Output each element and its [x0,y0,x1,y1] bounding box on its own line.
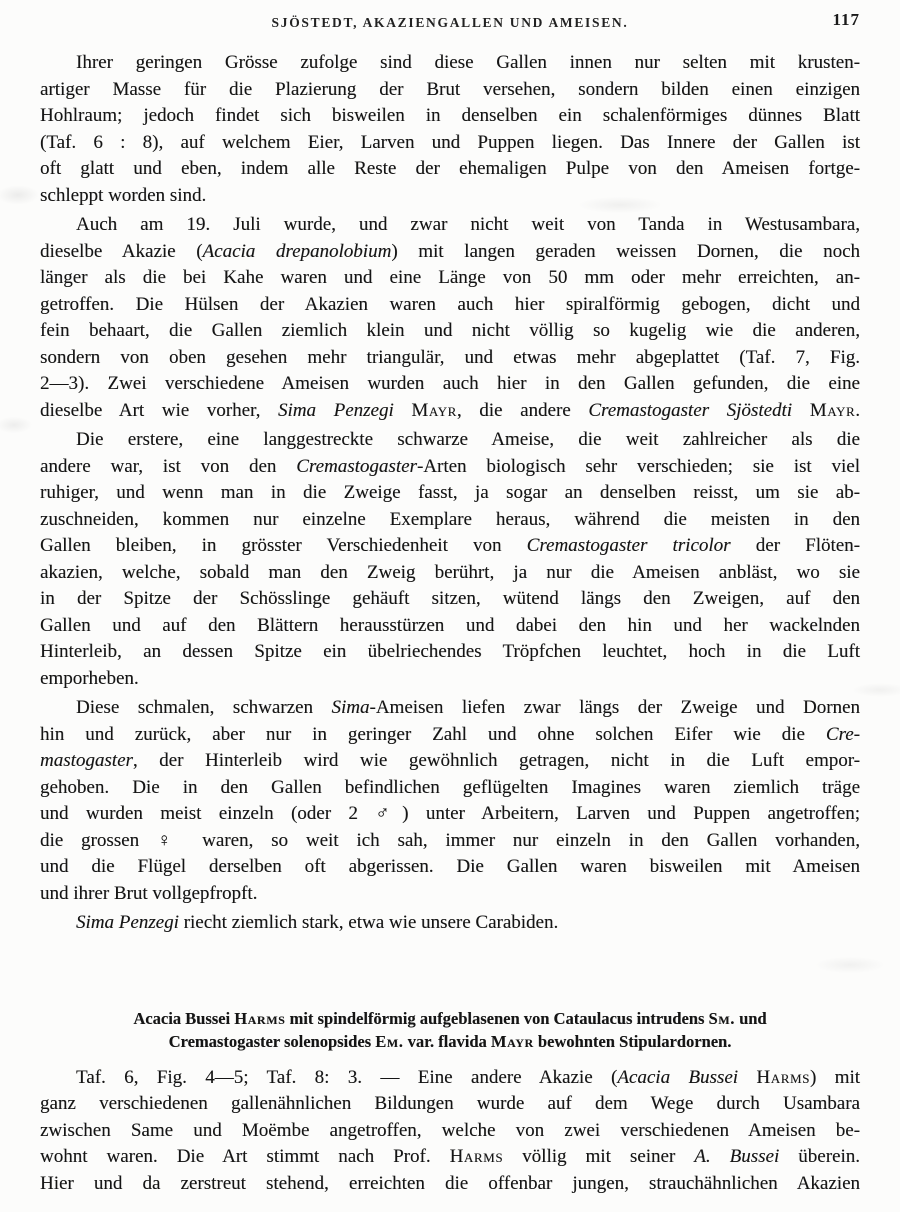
text-run: Sima [331,697,370,718]
text-line [40,398,860,425]
text-line [40,156,860,183]
text-line [40,507,860,534]
text-run: Hier und da zerstreut stehend, erreichten die offenbar jungen, strauchähnlichen Akazien [40,1172,860,1194]
text-run: A. Bussei [694,1146,780,1167]
text-run: und die Flügel derselben oft abgerissen. Die Gallen waren bisweilen mit Ameisen [40,856,860,877]
text-run: Harms [756,1066,810,1088]
text-run: 2—3). Zwei verschiedene Ameisen wurden auch hier in den Gallen gefunden, die eine [40,373,860,394]
text-run: Auch am 19. Juli wurde, und zwar nicht weit von Tanda in Westusambara, [76,214,860,235]
page-body [40,50,860,1197]
text-run: Acacia drepanolobium [202,240,392,262]
text-line [40,103,860,130]
text-line [40,854,860,881]
text-line [40,77,860,104]
running-header [40,10,860,32]
text-run: , die andere [456,399,589,421]
text-run: Mayr [809,399,856,421]
text-run [394,400,412,421]
text-run: länger als die bei Kahe waren und eine Länge von 50 mm oder mehr erreichten, an- [40,267,860,288]
text-run: ) mit langen geraden weissen Dornen, die noch [391,240,861,262]
text-run: mastogaster [40,750,133,771]
text-run: Sima Penzegi [76,912,179,933]
text-run: Acacia Bussei [133,1008,235,1028]
text-line [40,560,860,587]
text-line [40,1118,860,1145]
text-run: Hinterleib, an dessen Spitze ein übelriechendes Tröpfchen leuchtet, hoch in die Luft [40,641,860,662]
text-line [40,881,860,908]
text-run: zuschneiden, kommen nur einzelne Exemplare heraus, während die meisten in den [40,508,860,530]
text-run: Die erstere, eine langgestreckte schwarze Ameise, die weit zahlreicher als die [76,429,860,450]
text-run: Ihrer geringen Grösse zufolge sind diese Gallen innen nur selten mit krusten- [76,52,860,73]
paragraph [40,427,860,692]
text-run: dieselbe Art wie vorher, [40,399,278,421]
text-run: Hohlraum; jedoch findet sich bisweilen in denselben ein schalenförmiges dünnes Blatt [40,105,860,126]
text-run: Em. [375,1031,404,1051]
text-run: völlig mit seiner [503,1146,695,1167]
text-run: fein behaart, die Gallen ziemlich klein und nicht völlig so kugelig wie die anderen, [40,320,860,341]
text-line [40,801,860,828]
text-run [792,400,810,421]
text-run: Sima Penzegi [277,399,394,421]
text-run: bewohnten Stipulardornen. [533,1031,732,1051]
text-line [40,239,860,266]
text-line [40,533,860,560]
text-line [40,427,860,454]
page-number: 117 [832,10,860,29]
paragraph [40,695,860,907]
text-run: -Ameisen liefen zwar längs der Zweige und Dornen [369,697,860,718]
text-line [40,828,860,855]
text-run: hin und zurück, aber nur in geringer Zahl und ohne solchen Eifer wie die [40,723,826,745]
text-run: Cremastogaster Sjöstedti [588,399,793,421]
text-line [40,1030,860,1053]
text-run: andere war, ist von den [40,455,297,477]
text-run: Harms [449,1146,504,1167]
text-line [40,318,860,345]
text-run: und [734,1008,767,1028]
text-line [40,1065,860,1092]
text-run: und ihrer Brut vollgepfropft. [40,882,258,904]
paragraph [40,1065,860,1198]
text-run: Mayr [490,1031,534,1051]
text-line [40,130,860,157]
text-run: gehoben. Die in den Gallen befindlichen geflügelten Imagines waren ziemlich träge [40,776,860,798]
text-line [40,1144,860,1171]
text-line [40,265,860,292]
text-line [40,613,860,640]
paragraph [40,50,860,209]
text-run: artiger Masse für die Plazierung der Brut versehen, sondern bilden einen einzigen [40,78,860,100]
text-run: schleppt worden sind. [40,184,207,206]
text-line [40,695,860,722]
text-run: ganz verschiedenen gallenähnlichen Bildungen wurde auf dem Wege durch Usambara [40,1093,860,1114]
text-line [40,775,860,802]
section-heading [40,1007,860,1053]
text-line [40,292,860,319]
text-run: die grossen ♀ waren, so weit ich sah, immer nur einzeln in den Gallen vorhanden, [40,829,860,851]
text-line [40,1091,860,1118]
text-run: (Taf. 6 : 8), auf welchem Eier, Larven und Puppen liegen. Das Innere der Gallen ist [40,131,860,153]
text-run: der Flöten- [730,535,861,556]
text-run: Mayr [411,399,457,421]
text-line [40,639,860,666]
text-line [40,748,860,775]
text-line [40,454,860,481]
text-run: Acacia Bussei [617,1066,739,1088]
text-run: oft glatt und eben, indem alle Reste der ehemaligen Pulpe von den Ameisen fortge- [40,158,860,179]
text-line [40,480,860,507]
text-line [40,1007,860,1030]
text-run: akazien, welche, sobald man den Zweig berührt, ja nur die Ameisen anbläst, wo sie [40,561,860,583]
text-run: Cre- [825,723,860,745]
text-run: riecht ziemlich stark, etwa wie unsere Carabiden. [178,912,559,933]
paragraph [40,910,860,937]
text-run: Cremastogaster solenopsides [168,1031,376,1051]
text-run: Gallen bleiben, in grösster Verschiedenheit von [40,535,527,556]
text-run: Gallen und auf den Blättern herausstürzen und dabei den hin und her wackelnden [40,614,860,636]
text-run: var. flavida [403,1031,491,1051]
paragraph [40,212,860,424]
text-run: , der Hinterleib wird wie gewöhnlich getragen, nicht in die Luft empor- [132,750,860,771]
text-line [40,1171,860,1198]
text-line [40,910,860,937]
text-run [738,1067,756,1088]
text-run: Cremastogaster [296,455,417,477]
text-run: dieselbe Akazie ( [40,240,203,262]
text-line [40,345,860,372]
text-line [40,183,860,210]
text-line [40,371,860,398]
text-run: mit spindelförmig aufgeblasenen von Cataulacus intrudens [285,1008,709,1028]
text-run: zwischen Same und Moëmbe angetroffen, welche von zwei verschiedenen Ameisen be- [40,1119,860,1141]
text-run: sondern von oben gesehen mehr triangulär, und etwas mehr abgeplattet (Taf. 7, Fig. [40,346,860,368]
text-run: Cremastogaster tricolor [526,535,731,556]
text-line [40,722,860,749]
text-run: in der Spitze der Schösslinge gehäuft sitzen, wütend längs den Zweigen, auf den [40,588,860,609]
text-line [40,212,860,239]
text-run: . [855,399,861,421]
text-run: ) mit [809,1066,861,1088]
text-run: emporheben. [40,667,139,689]
text-run: Sm. [708,1008,735,1028]
text-run: überein. [779,1146,860,1167]
text-run: Diese schmalen, schwarzen [76,697,332,718]
text-run: -Arten biologisch sehr verschieden; sie ist viel [416,455,860,477]
text-line [40,586,860,613]
text-run: Taf. 6, Fig. 4—5; Taf. 8: 3. — Eine andere Akazie ( [76,1066,618,1088]
text-run: und wurden meist einzeln (oder 2 ♂) unter Arbeitern, Larven und Puppen angetroffen; [40,803,860,824]
running-title: SJÖSTEDT, AKAZIENGALLEN UND AMEISEN. [271,15,629,30]
text-line [40,666,860,693]
text-run: wohnt waren. Die Art stimmt nach Prof. [40,1146,450,1167]
text-run: getroffen. Die Hülsen der Akazien waren auch hier spiralförmig gebogen, dicht und [40,293,860,315]
text-run: ruhiger, und wenn man in die Zweige fasst, ja sogar an denselben reisst, um sie ab- [40,482,860,503]
text-line [40,50,860,77]
text-run: Harms [234,1008,286,1028]
